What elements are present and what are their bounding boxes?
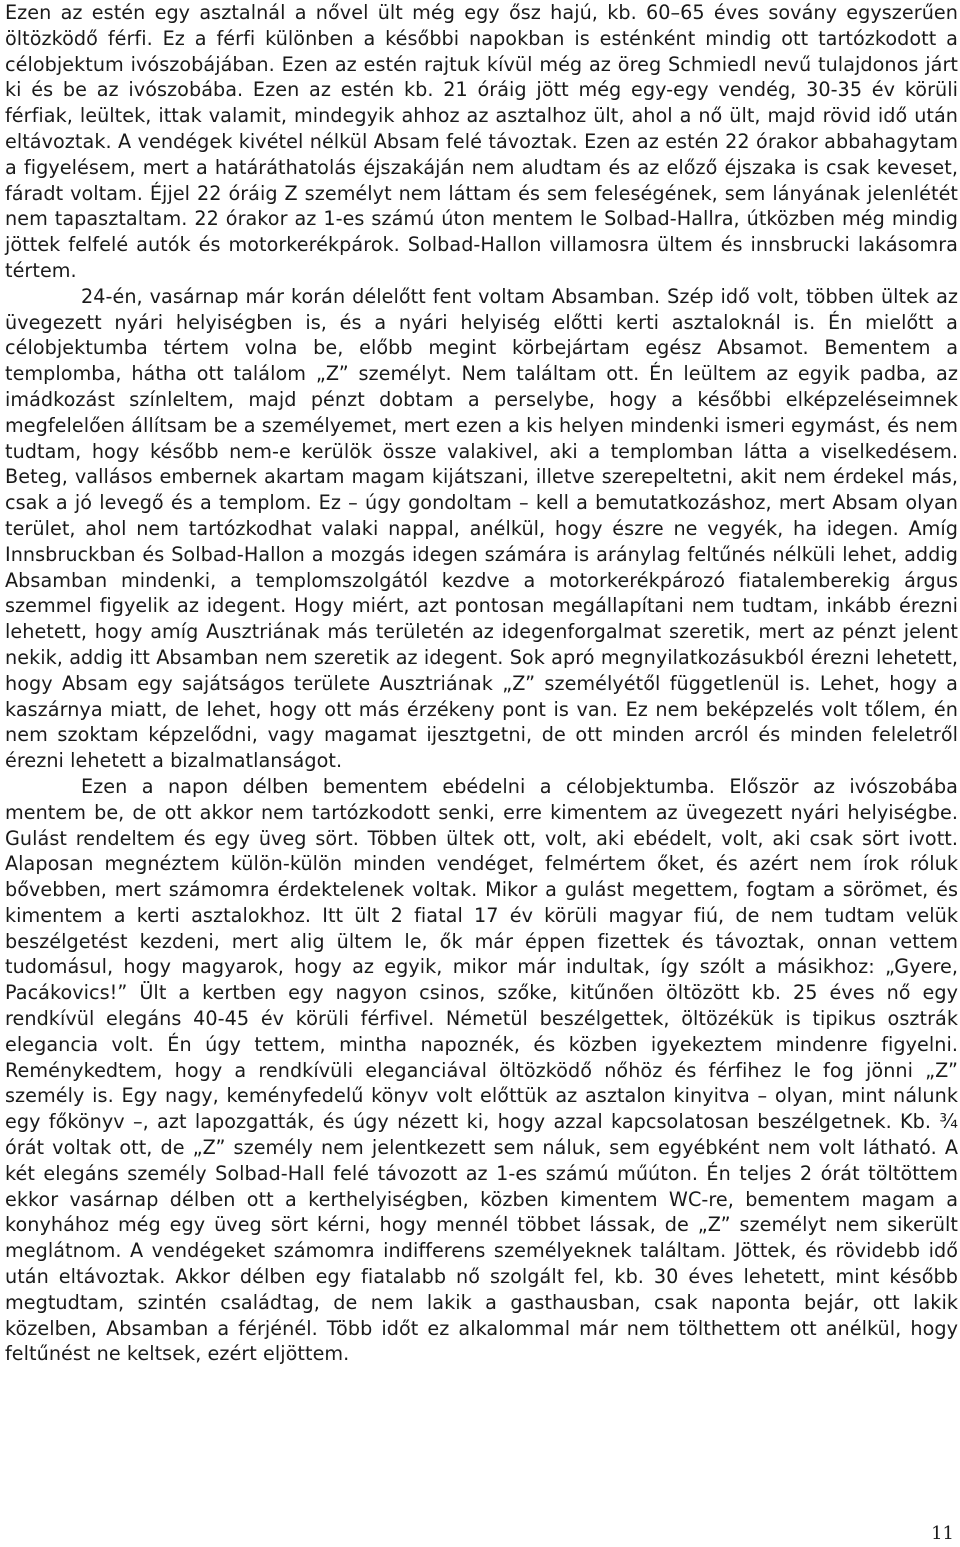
paragraph-1: Ezen az estén egy asztalnál a nővel ült még egy ősz hajú, kb. 60–65 éves sovány egyszerűen öltözködő férfi. Ez a férfi különben a későbbi napokban is esténként mindig ott tartózkodott a célobjektum ivószobájában. Ezen az estén rajtuk kívül még az öreg Schmiedl nevű tulajdonos járt ki és be az ivószobába. Ezen az estén kb. 21 óráig jött még egy-egy vendég, 30-35 év körüli férfiak, leültek, ittak valamit, mindegyik ahhoz az asztalhoz ült, ahol a nő ült, majd rövid idő után eltávoztak. A vendégek kivétel nélkül Absam felé távoztak. Ezen az estén 22 órakor abbahagytam a figyelésem, mert a határáthatolás éjszakáján nem aludtam és az előző éjszaka is csak keveset, fáradt voltam. Éjjel 22 óráig Z személyt nem láttam és sem feleségének, sem lányának jelenlétét nem tapasztaltam. 22 órakor az 1-es számú úton mentem le Solbad-Hallra, útközben még mindig jöttek felfelé autók és motorkerékpárok. Solbad-Hallon villamosra ültem és innsbrucki lakásomra tértem. <box>5 1 958 282</box>
page-number: 11 <box>931 1523 954 1544</box>
document-body <box>5 0 958 1367</box>
document-page <box>5 0 958 1367</box>
paragraph-3: Ezen a napon délben bementem ebédelni a célobjektumba. Először az ivószobába mentem be, de ott akkor nem tartózkodott senki, erre kimentem az üvegezett nyári helyiségbe. Gulást rendeltem és egy üveg sört. Többen ültek ott, volt, aki ebédelt, volt, aki csak sört ivott. Alaposan megnéztem külön-külön minden vendéget, felmértem őket, és azért nem írok róluk bővebben, mert számomra érdektelenek voltak. Mikor a gulást megettem, fogtam a sörömet, és kimentem a kerti asztalokhoz. Itt ült 2 fiatal 17 év körüli magyar fiú, de nem tudtam velük beszélgetést kezdeni, mert alig ültem le, ők már éppen fizettek és távoztak, onnan vettem tudomásul, hogy magyarok, hogy az egyik, mikor már indultak, így szólt a másikhoz: „Gyere, Pacákovics!” Ült a kertben egy nagyon csinos, szőke, kitűnően öltözött kb. 25 éves nő egy rendkívül elegáns 40-45 év körüli férfivel. Németül beszélgettek, öltözékük is tipikus osztrák elegancia volt. Én úgy tettem, mintha napoznék, és közben igyekeztem mindenre figyelni. Reménykedtem, hogy a rendkívüli eleganciával öltözködő nőhöz és férfihez le fog jönni „Z” személy is. Egy nagy, keményfedelű könyv volt előttük az asztalon kinyitva – olyan, mint nálunk egy főkönyv –, azt lapozgatták, és úgy nézett ki, hogy azzal kapcsolatosan beszélgetnek. Kb. ¾ órát voltak ott, de „Z” személy nem jelentkezett sem náluk, sem egyébként nem volt látható. A két elegáns személy Solbad-Hall felé távozott az 1-es számú műúton. Én teljes 2 órát töltöttem ekkor vasárnap délben ott a kerthelyiségben, közben kimentem WC-re, bementem magam a konyhához még egy üveg sört kérni, hogy mennél többet lássak, de „Z” személyt nem sikerült meglátnom. A vendégeket számomra indifferens személyeknek találtam. Jöttek, és rövidebb idő után eltávoztak. Akkor délben egy fiatalabb nő szolgált fel, kb. 30 éves lehetett, mint később megtudtam, szintén családtag, de nem lakik a gasthausban, csak naponta bejár, ott lakik közelben, Absamban a férjénél. Több időt ez alkalommal már nem tölthettem ott anélkül, hogy feltűnést ne keltsek, ezért eljöttem. <box>5 774 958 1366</box>
paragraph-2: 24-én, vasárnap már korán délelőtt fent voltam Absamban. Szép idő volt, többen ültek az üvegezett nyári helyiségben is, és a nyári helyiség előtti kerti asztaloknál is. Én mielőtt a célobjektumba tértem volna be, előbb megint körbejártam egész Absamot. Bementem a templomba, hátha ott találom „Z” személyt. Nem találtam ott. Én leültem az egyik padba, az imádkozást színleltem, majd pénzt dobtam a perselybe, hogy a későbbi elképzeléseimnek megfelelően állítsam be a személyemet, mert ezen a kis helyen mindenki ismeri egymást, és nem tudtam, hogy később nem-e kerülök össze valakivel, aki a templomban látta a viselkedésem. Beteg, vallásos embernek akartam magam kijátszani, illetve szerepeltetni, akit nem érdekel más, csak a jó levegő és a templom. Ez – úgy gondoltam – kell a bemutatkozáshoz, mert Absam olyan terület, ahol nem tartózkodhat valaki nappal, anélkül, hogy észre ne vegyék, ha idegen. Amíg Innsbruckban és Solbad-Hallon a mozgás idegen számára is aránylag feltűnés nélküli lehet, addig Absamban mindenki, a templomszolgától kezdve a motorkerékpározó fiatalemberekig árgus szemmel figyelik az idegent. Hogy miért, azt pontosan megállapítani nem tudtam, inkább érezni lehetett, hogy amíg Ausztriának más területén az idegenforgalmat szeretik, mert az pénzt jelent nekik, addig itt Absamban nem szeretik az idegent. Sok apró megnyilatkozásukból érezni lehetett, hogy Absam egy sajátságos területe Ausztriának „Z” személyétől függetlenül is. Lehet, hogy a kaszárnya miatt, de lehet, hogy ott más érzékeny pont is van. Ez nem beképzelés volt tőlem, én nem szoktam képzelődni, vagy magamat ijesztgetni, de ott minden arcról és minden feleletről érezni lehetett a bizalmatlanságot. <box>5 284 958 773</box>
